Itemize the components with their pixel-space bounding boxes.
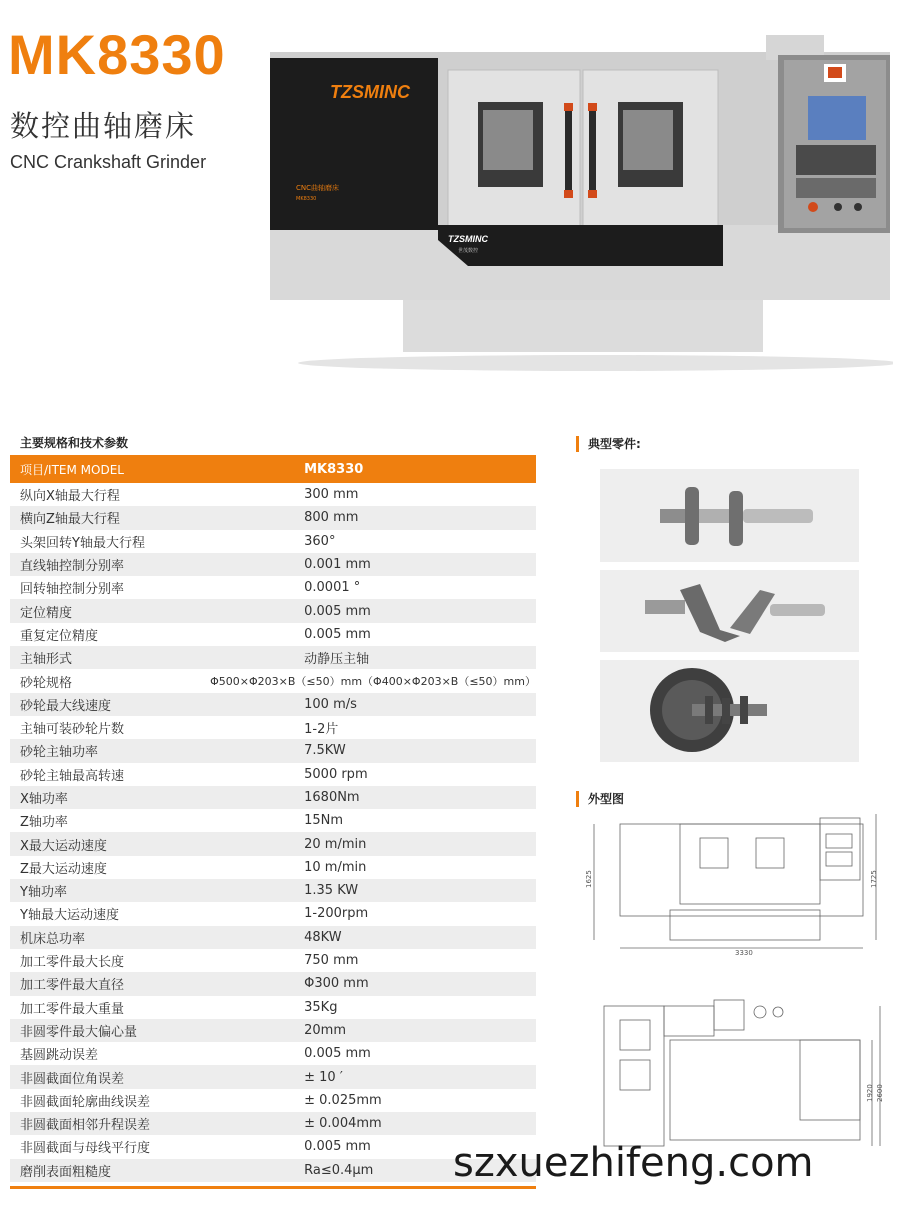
dim-height-left: 1625 xyxy=(585,870,593,888)
spec-item: X轴功率 xyxy=(10,786,194,809)
table-row xyxy=(10,926,536,949)
spec-heading: 主要规格和技术参数 xyxy=(20,436,129,450)
spec-value: 300 mm xyxy=(304,487,359,503)
part-image-crankshaft-2 xyxy=(600,570,859,652)
spec-item: 基圆跳动误差 xyxy=(20,1048,99,1064)
spec-item: 机床总功率 xyxy=(10,926,194,949)
spec-value: 0.005 mm xyxy=(304,626,371,642)
machine-brand-logo: TZSMINC xyxy=(330,82,410,102)
spec-value: Φ300 mm xyxy=(194,972,536,995)
part-image-crankshaft-1 xyxy=(600,469,859,562)
spec-value: 15Nm xyxy=(304,813,344,829)
spec-value: 0.005 mm xyxy=(304,1046,371,1062)
spec-table xyxy=(10,455,536,1182)
spec-item: Y轴功率 xyxy=(10,879,194,902)
spec-item: 加工零件最大长度 xyxy=(20,955,125,971)
spec-value: 1680Nm xyxy=(194,786,536,809)
spec-item: 重复定位精度 xyxy=(20,628,99,644)
spec-item: 回转轴控制分别率 xyxy=(20,582,125,598)
spec-item: 砂轮主轴最高转速 xyxy=(20,768,125,784)
table-row xyxy=(10,1112,536,1135)
spec-value: 1-2片 xyxy=(304,722,339,738)
spec-value: 0.005 mm xyxy=(304,1139,371,1155)
spec-item: 非圆截面轮廓曲线误差 xyxy=(20,1094,151,1110)
spec-value: 1.35 KW xyxy=(194,879,536,902)
machine-illustration xyxy=(268,30,893,375)
table-row xyxy=(10,576,536,599)
table-row xyxy=(10,623,536,646)
spec-value: 0.005 mm xyxy=(194,599,536,622)
table-row xyxy=(10,716,536,739)
spec-item: 定位精度 xyxy=(10,599,194,622)
table-bottom-rule xyxy=(10,1186,536,1189)
camshaft-image xyxy=(600,660,859,762)
spec-item: 非圆零件最大偏心量 xyxy=(10,1019,194,1042)
spec-value: 750 mm xyxy=(304,953,359,969)
table-row xyxy=(10,739,536,762)
typical-parts-heading: 典型零件: xyxy=(576,436,641,452)
table-row xyxy=(10,1089,536,1112)
spec-item: X最大运动速度 xyxy=(10,832,194,855)
spec-value: Φ500×Φ203×B（≤50）mm（Φ400×Φ203×B（≤50）mm） xyxy=(210,675,536,689)
spec-item: Z轴功率 xyxy=(20,815,68,831)
table-row xyxy=(10,693,536,716)
table-row xyxy=(10,1042,536,1065)
dim-width: 3330 xyxy=(735,949,753,957)
spec-value: 5000 rpm xyxy=(304,766,368,782)
dim-plan-outer: 2600 xyxy=(876,1084,884,1102)
machine-base-brand: TZSMINC xyxy=(448,234,488,244)
product-title-en: CNC Crankshaft Grinder xyxy=(10,152,207,172)
spec-item: 砂轮主轴功率 xyxy=(10,739,194,762)
part-image-camshaft xyxy=(600,660,859,762)
machine-door-label: CNC曲轴磨床 xyxy=(296,184,340,192)
spec-item: 纵向X轴最大行程 xyxy=(20,489,120,505)
product-title-cn: 数控曲轴磨床 xyxy=(10,109,197,143)
table-row xyxy=(10,506,536,529)
table-row xyxy=(10,646,536,669)
spec-value: ± 10 ′ xyxy=(194,1065,536,1088)
table-row xyxy=(10,809,536,832)
table-row xyxy=(10,972,536,995)
table-row xyxy=(10,949,536,972)
table-row xyxy=(10,996,536,1019)
spec-item: 非圆截面位角误差 xyxy=(10,1065,194,1088)
spec-item: 非圆截面与母线平行度 xyxy=(20,1141,151,1157)
outline-drawings xyxy=(580,810,890,1150)
table-row xyxy=(10,483,536,506)
table-row xyxy=(10,1019,536,1042)
spec-value: 动静压主轴 xyxy=(194,646,536,669)
spec-value: 35Kg xyxy=(304,999,338,1015)
table-row xyxy=(10,832,536,855)
table-row xyxy=(10,786,536,809)
spec-header-model: MK8330 xyxy=(194,455,536,483)
spec-item: Z最大运动速度 xyxy=(20,861,107,877)
dim-plan-inner: 1920 xyxy=(866,1084,874,1102)
table-row xyxy=(10,763,536,786)
spec-item: 主轴可装砂轮片数 xyxy=(20,722,125,738)
spec-item: 砂轮规格 xyxy=(20,675,73,691)
spec-value: ± 0.025mm xyxy=(304,1092,382,1108)
spec-value: 800 mm xyxy=(194,506,536,529)
spec-item: 磨削表面粗糙度 xyxy=(10,1159,194,1182)
spec-value: 0.001 mm xyxy=(194,553,536,576)
spec-value: 1-200rpm xyxy=(304,906,369,922)
spec-value: 100 m/s xyxy=(194,693,536,716)
spec-item: 头架回转Y轴最大行程 xyxy=(20,535,145,551)
spec-item: 横向Z轴最大行程 xyxy=(10,506,194,529)
table-row xyxy=(10,599,536,622)
spec-value: 0.0001 ° xyxy=(304,580,361,596)
spec-item: 直线轴控制分别率 xyxy=(10,553,194,576)
table-row xyxy=(10,553,536,576)
table-row xyxy=(10,1065,536,1088)
table-row xyxy=(10,669,536,692)
spec-item: 主轴形式 xyxy=(10,646,194,669)
spec-item: 砂轮最大线速度 xyxy=(10,693,194,716)
spec-value: 48KW xyxy=(194,926,536,949)
spec-item: 加工零件最大直径 xyxy=(10,972,194,995)
machine-base-subtitle: 世茂数控 xyxy=(458,248,479,254)
spec-header-item: 项目/ITEM MODEL xyxy=(10,455,194,483)
machine-door-model: MK8330 xyxy=(296,196,317,202)
spec-header-row xyxy=(10,455,536,483)
spec-value: 7.5KW xyxy=(194,739,536,762)
spec-item: 加工零件最大重量 xyxy=(20,1001,125,1017)
table-row xyxy=(10,856,536,879)
crankshaft-image xyxy=(600,570,859,652)
watermark: szxuezhifeng.com xyxy=(453,1140,814,1186)
spec-value: ± 0.004mm xyxy=(194,1112,536,1135)
spec-value: 20mm xyxy=(194,1019,536,1042)
spec-value: 10 m/min xyxy=(304,859,367,875)
table-row xyxy=(10,879,536,902)
spec-value: 20 m/min xyxy=(194,832,536,855)
spec-value: Ra≤0.4μm xyxy=(194,1159,536,1182)
spec-value: 360° xyxy=(304,533,336,549)
spec-item: 非圆截面相邻升程误差 xyxy=(10,1112,194,1135)
model-title: MK8330 xyxy=(8,23,226,86)
dim-height-right: 1725 xyxy=(870,870,878,888)
table-row xyxy=(10,530,536,553)
outline-heading: 外型图 xyxy=(576,791,624,807)
crankshaft-image xyxy=(600,469,859,562)
table-row xyxy=(10,902,536,925)
spec-item: Y轴最大运动速度 xyxy=(20,908,119,924)
